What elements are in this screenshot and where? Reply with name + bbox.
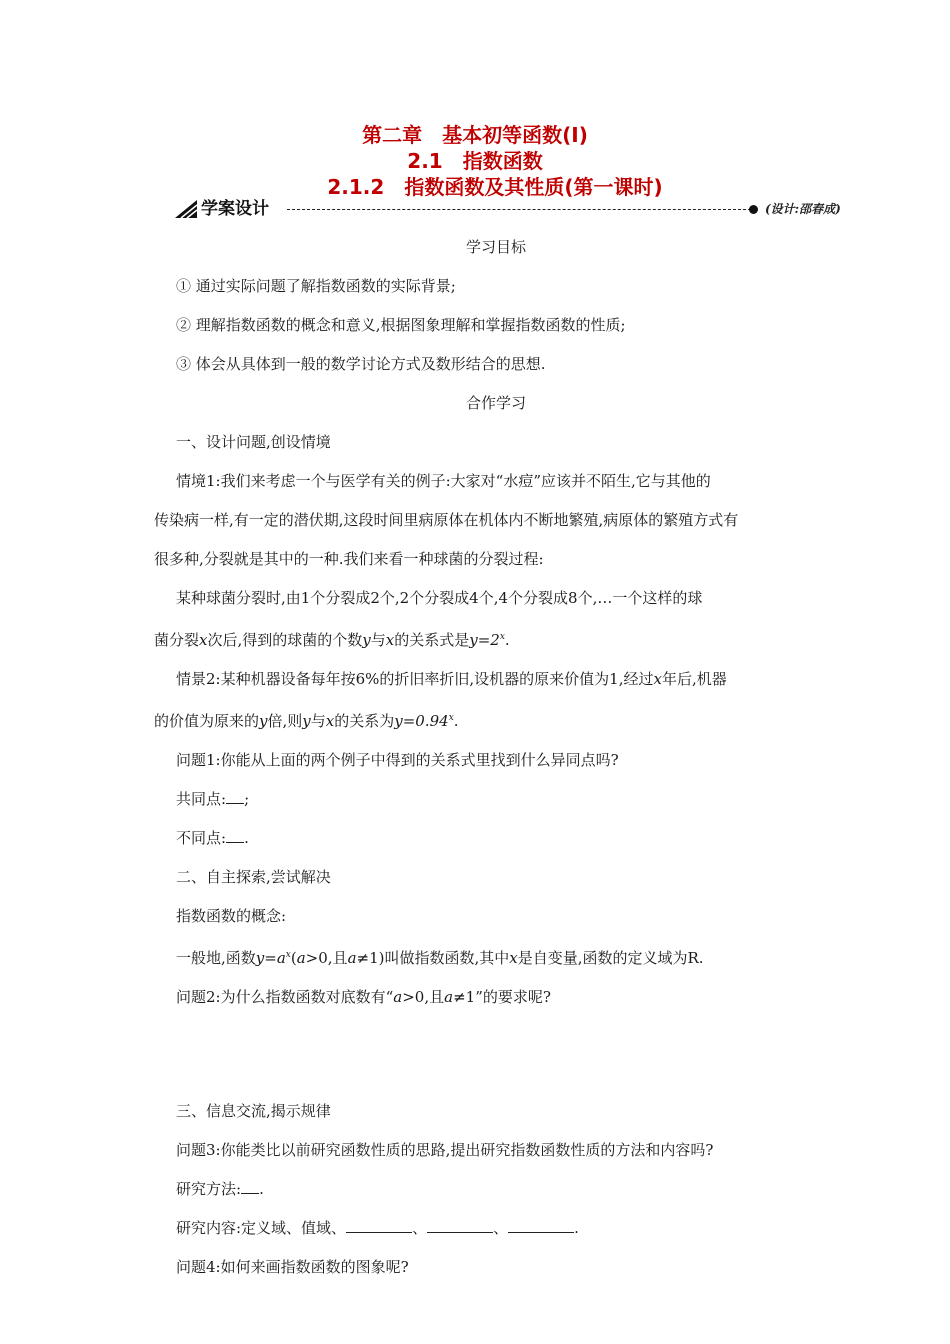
exponent: x — [285, 950, 291, 960]
scenario2-formula-line — [154, 699, 816, 741]
concept-title: 指数函数的概念: — [176, 907, 287, 925]
question-1: 问题1:你能从上面的两个例子中得到的关系式里找到什么异同点吗? — [176, 751, 619, 769]
exponent: x — [499, 632, 505, 642]
text: . — [259, 1180, 264, 1198]
goal-item: ③ 体会从具体到一般的数学讨论方式及数形结合的思想. — [176, 355, 546, 373]
question-2 — [176, 978, 816, 1017]
scenario1b-formula-line — [154, 618, 816, 660]
var-x: x — [509, 949, 518, 967]
text: . — [504, 631, 510, 649]
subsection-title: 2.1.2 指数函数及其性质(第一课时) — [327, 175, 663, 199]
part1-heading: 一、设计问题,创设情境 — [176, 433, 331, 451]
text: >0,且 — [305, 949, 348, 967]
section-title: 2.1 指数函数 — [407, 149, 543, 173]
scenario1b-line: 某种球菌分裂时,由1个分裂成2个,2个分裂成4个,4个分裂成8个,…一个这样的球 — [176, 589, 703, 607]
method-line — [176, 1170, 816, 1209]
text: 的价值为原来的 — [154, 712, 260, 730]
text: 次后,得到的球菌的个数 — [207, 631, 363, 649]
text: >0,且 — [402, 988, 445, 1006]
exponent: x — [448, 713, 454, 723]
var-a: a — [296, 949, 306, 967]
goal-item: ② 理解指数函数的概念和意义,根据图象理解和掌握指数函数的性质; — [176, 316, 626, 334]
var-x: x — [325, 712, 335, 730]
var-a: a — [444, 988, 454, 1006]
text: ≠1”的要求呢? — [453, 988, 551, 1006]
answer-space — [176, 1017, 816, 1092]
answer-blank[interactable] — [241, 1179, 259, 1194]
goals-heading: 学习目标 — [465, 238, 526, 256]
content-label: 研究内容:定义域、值域、 — [176, 1219, 347, 1237]
scenario1-line: 很多种,分裂就是其中的一种.我们来看一种球菌的分裂过程: — [154, 550, 544, 568]
text: ; — [244, 790, 250, 808]
text: 与 — [310, 712, 326, 730]
text: 年后,机器 — [661, 670, 727, 688]
text: . — [244, 829, 249, 847]
var-x: x — [385, 631, 395, 649]
var-x: x — [199, 631, 208, 649]
formula: y=0.94 — [394, 712, 449, 730]
text: . — [453, 712, 459, 730]
var-x: x — [653, 670, 662, 688]
concept-definition — [176, 936, 816, 978]
banner-credit: (设计:邵春成) — [765, 202, 841, 216]
banner-label: 学案设计 — [201, 199, 269, 219]
var-y: y — [259, 712, 268, 730]
chapter-title: 第二章 基本初等函数(Ⅰ) — [362, 123, 588, 147]
goal-item: ① 通过实际问题了解指数函数的实际背景; — [176, 277, 456, 295]
common-label: 共同点: — [176, 790, 227, 808]
text: 的关系式是 — [394, 631, 470, 649]
common-point-line — [176, 780, 816, 819]
answer-blank[interactable] — [346, 1218, 412, 1233]
banner-dot — [749, 205, 758, 214]
answer-blank[interactable] — [226, 789, 244, 804]
text: ≠1)叫做指数函数,其中 — [356, 949, 510, 967]
difference-line — [176, 819, 816, 858]
var-a: a — [393, 988, 403, 1006]
formula: y=2 — [469, 631, 500, 649]
answer-blank[interactable] — [226, 828, 244, 843]
text: 与 — [370, 631, 386, 649]
answer-blank[interactable] — [508, 1218, 574, 1233]
document-body — [154, 228, 816, 1287]
text: 倍,则 — [267, 712, 303, 730]
var-y: y — [302, 712, 311, 730]
answer-blank[interactable] — [427, 1218, 493, 1233]
text: 问题2:为什么指数函数对底数有“ — [176, 988, 394, 1006]
text: 、 — [493, 1219, 509, 1237]
scenario1-line: 情境1:我们来考虑一个与医学有关的例子:大家对“水痘”应该并不陌生,它与其他的 — [176, 472, 711, 490]
content-line — [176, 1209, 816, 1248]
coop-heading: 合作学习 — [465, 394, 526, 412]
question-3: 问题3:你能类比以前研究函数性质的思路,提出研究指数函数性质的方法和内容吗? — [176, 1141, 714, 1159]
part3-heading: 三、信息交流,揭示规律 — [176, 1102, 331, 1120]
text: 一般地,函数 — [176, 949, 256, 967]
banner-divider — [287, 209, 751, 210]
text: 情景2:某种机器设备每年按6%的折旧率折旧,设机器的原来价值为1,经过 — [176, 670, 654, 688]
formula: y=a — [255, 949, 286, 967]
var-a: a — [347, 949, 357, 967]
text: 是自变量,函数的定义域为R. — [517, 949, 704, 967]
text: ( — [290, 949, 297, 967]
difference-label: 不同点: — [176, 829, 227, 847]
text: . — [574, 1219, 579, 1237]
scenario2-line — [176, 660, 816, 699]
question-4: 问题4:如何来画指数函数的图象呢? — [176, 1258, 409, 1276]
text: 的关系为 — [334, 712, 395, 730]
var-y: y — [362, 631, 371, 649]
text: 菌分裂 — [154, 631, 200, 649]
scenario1-line: 传染病一样,有一定的潜伏期,这段时间里病原体在机体内不断地繁殖,病原体的繁殖方式有 — [154, 511, 739, 529]
title-block — [0, 122, 950, 200]
method-label: 研究方法: — [176, 1180, 242, 1198]
part2-heading: 二、自主探索,尝试解决 — [176, 868, 331, 886]
text: 、 — [412, 1219, 428, 1237]
section-banner — [175, 196, 855, 224]
triangle-icon — [175, 200, 197, 218]
